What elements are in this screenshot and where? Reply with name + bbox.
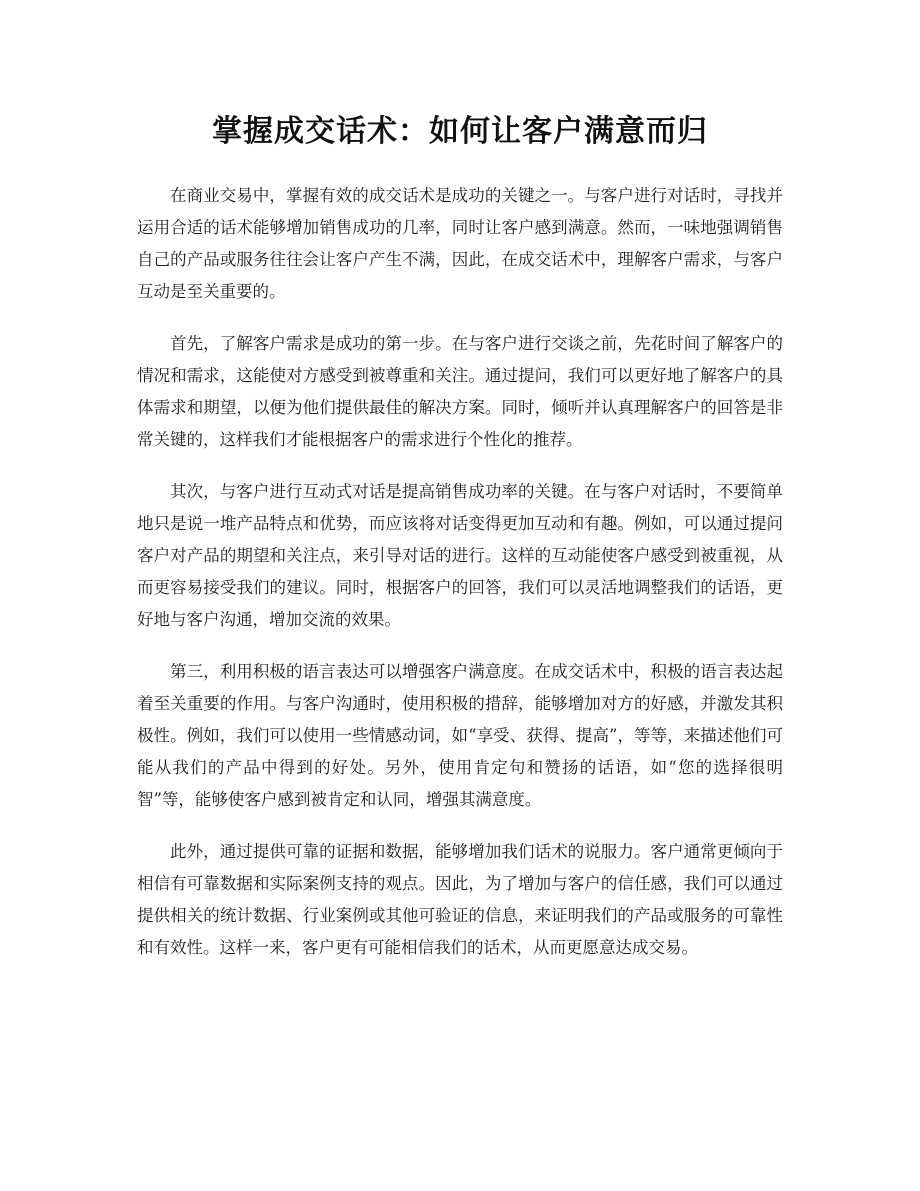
paragraph-3: 其次，与客户进行互动式对话是提高销售成功率的关键。在与客户对话时，不要简单地只是说一堆产品特点和优势，而应该将对话变得更加互动和有趣。例如，可以通过提问客户对产品的期望和关注点，来引导对话的进行。这样的互动能使客户感受到被重视，从而更容易接受我们的建议。同时，根据客户的回答，我们可以灵活地调整我们的话语，更好地与客户沟通，增加交流的效果。 (137, 482, 783, 629)
document-title: 掌握成交话术：如何让客户满意而归 (212, 114, 708, 149)
paragraph-1: 在商业交易中，掌握有效的成交话术是成功的关键之一。与客户进行对话时，寻找并运用合适的话术能够增加销售成功的几率，同时让客户感到满意。然而，一味地强调销售自己的产品或服务往往会让客户产生不满，因此，在成交话术中，理解客户需求，与客户互动是至关重要的。 (137, 186, 783, 301)
paragraph-4: 第三，利用积极的语言表达可以增强客户满意度。在成交话术中，积极的语言表达起着至关重要的作用。与客户沟通时，使用积极的措辞，能够增加对方的好感，并激发其积极性。例如，我们可以使用一些情感动词，如“享受、获得、提高”，等等，来描述他们可能从我们的产品中得到的好处。另外，使用肯定句和赞扬的话语，如“您的选择很明智”等，能够使客户感到被肯定和认同，增强其满意度。 (137, 662, 783, 809)
paragraph-2: 首先，了解客户需求是成功的第一步。在与客户进行交谈之前，先花时间了解客户的情况和需求，这能使对方感受到被尊重和关注。通过提问，我们可以更好地了解客户的具体需求和期望，以便为他们提供最佳的解决方案。同时，倾听并认真理解客户的回答是非常关键的，这样我们才能根据客户的需求进行个性化的推荐。 (137, 334, 783, 449)
document-body (137, 180, 783, 984)
paragraph-5: 此外，通过提供可靠的证据和数据，能够增加我们话术的说服力。客户通常更倾向于相信有可靠数据和实际案例支持的观点。因此，为了增加与客户的信任感，我们可以通过提供相关的统计数据、行业案例或其他可验证的信息，来证明我们的产品或服务的可靠性和有效性。这样一来，客户更有可能相信我们的话术，从而更愿意达成交易。 (137, 842, 783, 957)
